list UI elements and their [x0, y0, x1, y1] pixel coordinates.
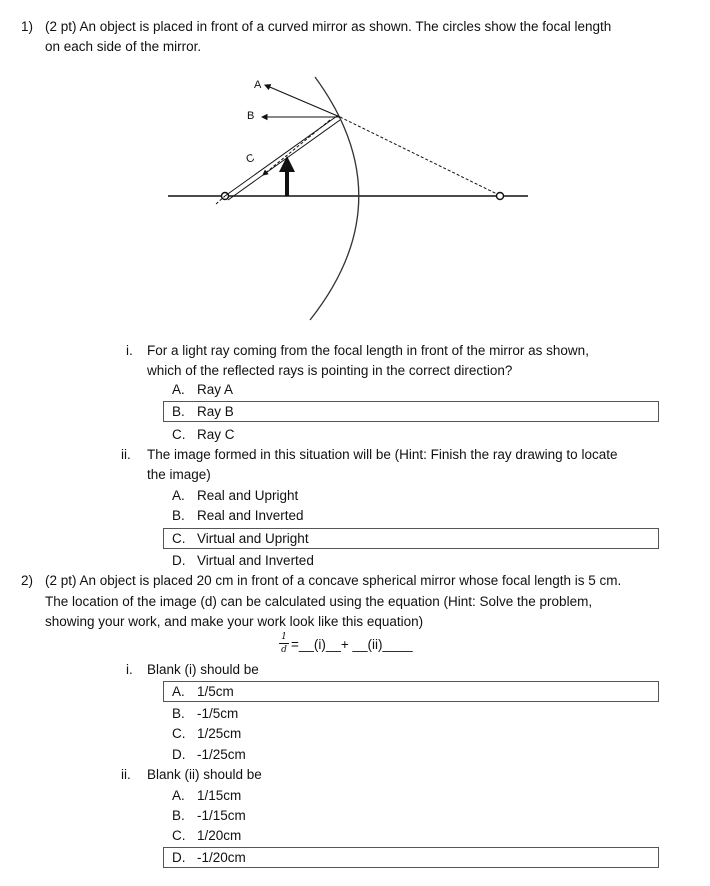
- q1-ii-option-b[interactable]: Real and Inverted: [197, 508, 304, 523]
- incident-extension: [216, 196, 225, 204]
- q1-part-i-numeral: i.: [126, 343, 133, 358]
- q1-ii-option-b-letter: B.: [172, 508, 185, 523]
- fraction-denominator: d: [281, 645, 287, 655]
- q1-i-option-b[interactable]: Ray B: [197, 404, 234, 419]
- q2-ii-option-d[interactable]: -1/20cm: [197, 850, 246, 865]
- q1-part-ii-line1: The image formed in this situation will be (Hint: Finish the ray drawing to locate: [147, 447, 618, 462]
- q2-i-option-a-letter: A.: [172, 684, 185, 699]
- q1-i-option-a[interactable]: Ray A: [197, 382, 234, 397]
- q2-part-i-numeral: i.: [126, 662, 133, 677]
- ray-label-c: C: [244, 151, 257, 166]
- q2-i-option-c-letter: C.: [172, 726, 186, 741]
- q1-ii-option-a-letter: A.: [172, 488, 185, 503]
- q1-ii-option-d-letter: D.: [172, 553, 186, 568]
- q2-i-option-b[interactable]: -1/5cm: [197, 706, 239, 721]
- q2-stem-line2: The location of the image (d) can be calculated using the equation (Hint: Solve the problem,: [45, 594, 593, 609]
- q1-number: 1): [21, 19, 34, 34]
- answer-box: [163, 401, 659, 422]
- q1-part-ii-numeral: ii.: [121, 447, 131, 462]
- q1-i-option-c[interactable]: Ray C: [197, 427, 235, 442]
- q2-ii-option-a[interactable]: 1/15cm: [197, 788, 242, 803]
- q1-part-i-line1: For a light ray coming from the focal length in front of the mirror as shown,: [147, 343, 589, 358]
- fraction-bar: [279, 643, 289, 644]
- q2-i-option-b-letter: B.: [172, 706, 185, 721]
- q2-stem-line3: showing your work, and make your work look like this equation): [45, 614, 424, 629]
- q2-part-ii-numeral: ii.: [121, 767, 131, 782]
- q2-ii-option-b-letter: B.: [172, 808, 185, 823]
- q2-ii-option-b[interactable]: -1/15cm: [197, 808, 246, 823]
- q1-stem-line1: (2 pt) An object is placed in front of a curved mirror as shown. The circles show the focal length: [45, 19, 612, 34]
- normal-dashed-line: [340, 117, 497, 194]
- fraction-numerator: 1: [281, 632, 287, 642]
- q2-ii-option-d-letter: D.: [172, 850, 186, 865]
- q2-stem-line1: (2 pt) An object is placed 20 cm in front of a concave spherical mirror whose focal length is 5 cm.: [45, 573, 622, 588]
- mirror-curve: [310, 77, 359, 320]
- q2-i-option-d-letter: D.: [172, 747, 186, 762]
- focal-point-back: [497, 193, 504, 200]
- equation-fraction: [279, 632, 289, 655]
- q1-i-option-c-letter: C.: [172, 427, 186, 442]
- q2-number: 2): [21, 573, 34, 588]
- incident-ray-b: [228, 120, 340, 200]
- answer-box: [163, 681, 659, 702]
- q2-i-option-a[interactable]: 1/5cm: [197, 684, 234, 699]
- q2-i-option-c[interactable]: 1/25cm: [197, 726, 242, 741]
- q1-part-i-line2: which of the reflected rays is pointing in the correct direction?: [147, 363, 513, 378]
- ray-a: [265, 85, 340, 117]
- q2-part-i-prompt: Blank (i) should be: [147, 662, 259, 677]
- q2-ii-option-c-letter: C.: [172, 828, 186, 843]
- equation-rest: =__(i)__+ __(ii)____: [291, 637, 413, 652]
- ray-label-b: B: [247, 110, 255, 122]
- q1-stem-line2: on each side of the mirror.: [45, 39, 202, 54]
- q2-ii-option-c[interactable]: 1/20cm: [197, 828, 242, 843]
- q1-ii-option-c-letter: C.: [172, 531, 186, 546]
- ray-label-a: A: [254, 79, 262, 91]
- q1-part-ii-line2: the image): [147, 467, 211, 482]
- q1-ii-option-d[interactable]: Virtual and Inverted: [197, 553, 314, 568]
- q1-ii-option-c[interactable]: Virtual and Upright: [197, 531, 309, 546]
- q1-ii-option-a[interactable]: Real and Upright: [197, 488, 299, 503]
- q2-ii-option-a-letter: A.: [172, 788, 185, 803]
- q1-i-option-b-letter: B.: [172, 404, 185, 419]
- q2-part-ii-prompt: Blank (ii) should be: [147, 767, 262, 782]
- q2-i-option-d[interactable]: -1/25cm: [197, 747, 246, 762]
- q1-i-option-a-letter: A.: [172, 382, 185, 397]
